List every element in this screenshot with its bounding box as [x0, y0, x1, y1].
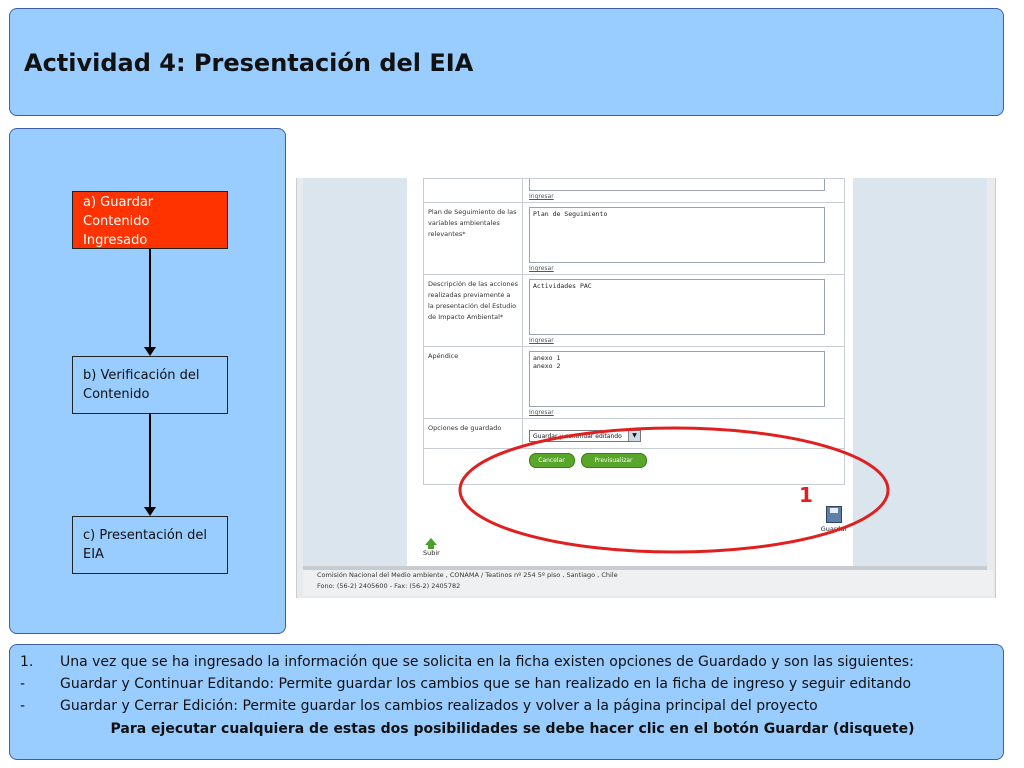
apendice-textarea[interactable]: anexo 1 anexo 2: [529, 351, 825, 407]
page-title: Actividad 4: Presentación del EIA: [24, 49, 474, 77]
flow-arrow: [149, 249, 151, 347]
flow-arrowhead: [144, 507, 156, 516]
page-margin-right: [853, 178, 987, 568]
flow-arrowhead: [144, 347, 156, 356]
guardar-button[interactable]: Guardar: [819, 506, 849, 533]
form-table: [423, 178, 845, 485]
table-row: [424, 179, 845, 203]
cancel-button[interactable]: Cancelar: [529, 453, 575, 468]
textarea-previous[interactable]: [529, 179, 825, 191]
flow-step-presentacion: c) Presentación del EIA: [72, 516, 228, 574]
arrow-up-icon: [425, 538, 437, 545]
field-label: Plan de Seguimiento de las variables ambientales relevantes*: [424, 203, 523, 275]
field-label: Apéndice: [424, 347, 523, 419]
table-row: [424, 203, 845, 275]
final-instruction: Para ejecutar cualquiera de estas dos posibilidades se debe hacer clic en el botón Guardar (disquete): [110, 721, 915, 737]
flow-arrow: [149, 414, 151, 507]
notes-panel: [9, 644, 1004, 760]
title-panel: [9, 8, 1004, 116]
note-item: - Guardar y Continuar Editando: Permite guardar los cambios que se han realizado en la ficha de ingreso y seguir editando: [20, 676, 912, 692]
preview-button[interactable]: Previsualizar: [581, 453, 647, 468]
note-item: - Guardar y Cerrar Edición: Permite guardar los cambios realizados y volver a la página principal del proyecto: [20, 698, 818, 714]
save-options-select[interactable]: Guardar y continuar editando ▼: [529, 430, 641, 442]
table-row: [424, 275, 845, 347]
page-footer: Comisión Nacional del Medio ambiente , CONAMA / Teatinos nº 254 5º piso , Santiago , Chile Fono: (56-2) 2405600 - Fax: (56-2) 2405782: [303, 570, 993, 596]
descripcion-acciones-textarea[interactable]: Actividades PAC: [529, 279, 825, 335]
table-row: [424, 419, 845, 449]
ingresar-link[interactable]: Ingresar: [529, 337, 554, 344]
form-page: [407, 178, 853, 568]
callout-number: 1: [799, 483, 813, 507]
ingresar-link[interactable]: Ingresar: [529, 193, 554, 200]
form-screenshot: [296, 178, 996, 598]
table-row: [424, 347, 845, 419]
flow-panel: [9, 128, 286, 634]
flow-step-verificacion: b) Verificación del Contenido: [72, 356, 228, 414]
chevron-down-icon: ▼: [628, 431, 640, 441]
field-label: Descripción de las acciones realizadas previamente a la presentación del Estudio de Impacto Ambiental*: [424, 275, 523, 347]
note-item: 1. Una vez que se ha ingresado la información que se solicita en la ficha existen opciones de Guardado y son las siguientes:: [20, 654, 914, 670]
subir-button[interactable]: Subir: [423, 538, 440, 557]
table-row: [424, 449, 845, 485]
flow-step-guardar: a) Guardar Contenido Ingresado: [72, 191, 228, 249]
page-margin-left: [303, 178, 407, 568]
floppy-disk-icon: [826, 506, 842, 523]
ingresar-link[interactable]: Ingresar: [529, 265, 554, 272]
field-label: Opciones de guardado: [424, 419, 523, 449]
plan-seguimiento-textarea[interactable]: Plan de Seguimiento: [529, 207, 825, 263]
ingresar-link[interactable]: Ingresar: [529, 409, 554, 416]
